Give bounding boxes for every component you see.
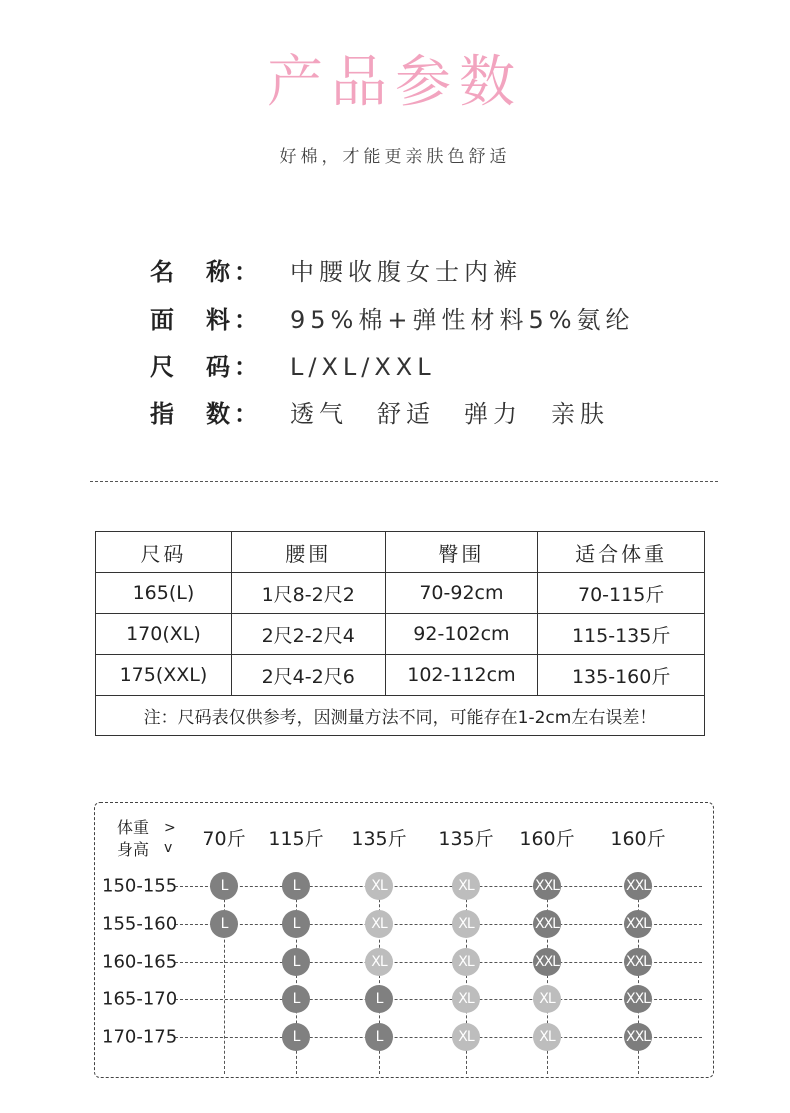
column-header: 尺码 [96, 532, 232, 573]
size-marker-xl: XL [452, 910, 480, 938]
size-marker-xl: XL [452, 985, 480, 1013]
table-cell: 115-135斤 [538, 614, 705, 655]
size-marker-l: L [365, 985, 393, 1013]
weight-axis-label: 体重 [117, 818, 150, 837]
size-marker-xl: XL [533, 985, 561, 1013]
size-marker-xl: XL [452, 948, 480, 976]
size-table [95, 531, 705, 736]
height-arrow-icon: v [164, 840, 173, 856]
weight-column-header: 160斤 [610, 828, 666, 850]
grid-horizontal-line [175, 924, 702, 925]
grid-horizontal-line [175, 962, 702, 963]
table-cell: 170(XL) [96, 614, 232, 655]
weight-arrow-icon: > [164, 820, 176, 836]
size-marker-xxl: XXL [624, 948, 652, 976]
height-axis-label: 身高 [117, 840, 150, 859]
size-marker-xl: XL [365, 948, 393, 976]
table-cell: 165(L) [96, 573, 232, 614]
size-marker-l: L [365, 1023, 393, 1051]
table-note-row [96, 696, 705, 736]
param-value: L/XL/XXL [290, 353, 436, 381]
size-marker-xxl: XXL [624, 985, 652, 1013]
size-marker-l: L [282, 1023, 310, 1051]
page-subtitle: 好棉，才能更亲肤色舒适 [279, 147, 511, 167]
height-row-label: 155-160 [102, 913, 178, 935]
table-note: 注：尺码表仅供参考，因测量方法不同，可能存在1-2cm左右误差！ [96, 696, 705, 736]
table-row [96, 655, 705, 696]
param-size-row [150, 352, 436, 382]
param-value: 透气 舒适 弹力 亲肤 [290, 400, 609, 428]
grid-horizontal-line [175, 886, 702, 887]
param-fabric-row [150, 305, 635, 335]
table-row [96, 614, 705, 655]
weight-column-header: 135斤 [351, 828, 407, 850]
size-marker-xl: XL [533, 1023, 561, 1051]
height-row-label: 170-175 [102, 1026, 178, 1048]
size-marker-xxl: XXL [533, 948, 561, 976]
grid-horizontal-line [175, 999, 702, 1000]
size-marker-xxl: XXL [533, 910, 561, 938]
table-cell: 175(XXL) [96, 655, 232, 696]
page-title: 产品参数 [267, 50, 523, 115]
size-marker-xxl: XXL [624, 1023, 652, 1051]
table-cell: 70-115斤 [538, 573, 705, 614]
size-marker-l: L [210, 910, 238, 938]
param-value: 95%棉+弹性材料5%氨纶 [290, 306, 635, 334]
table-cell: 102-112cm [385, 655, 538, 696]
size-marker-xxl: XXL [624, 910, 652, 938]
param-label: 尺 码： [150, 353, 262, 381]
height-row-label: 165-170 [102, 988, 178, 1010]
size-marker-l: L [282, 910, 310, 938]
size-marker-xxl: XXL [533, 872, 561, 900]
table-cell: 2尺2-2尺4 [231, 614, 385, 655]
weight-column-header: 70斤 [202, 828, 246, 850]
param-name-row [150, 257, 522, 287]
weight-column-header: 115斤 [268, 828, 324, 850]
param-label: 面 料： [150, 306, 262, 334]
table-cell: 135-160斤 [538, 655, 705, 696]
table-cell: 70-92cm [385, 573, 538, 614]
column-header: 适合体重 [538, 532, 705, 573]
section-divider [90, 481, 718, 482]
size-marker-xl: XL [365, 872, 393, 900]
param-value: 中腰收腹女士内裤 [290, 258, 522, 286]
size-marker-xxl: XXL [624, 872, 652, 900]
weight-column-header: 160斤 [519, 828, 575, 850]
column-header: 臀围 [385, 532, 538, 573]
size-marker-l: L [282, 872, 310, 900]
table-row [96, 573, 705, 614]
param-index-row [150, 399, 609, 429]
grid-vertical-line [224, 874, 225, 1074]
size-marker-l: L [282, 985, 310, 1013]
grid-horizontal-line [175, 1037, 702, 1038]
param-label: 名 称： [150, 258, 262, 286]
table-cell: 92-102cm [385, 614, 538, 655]
table-cell: 2尺4-2尺6 [231, 655, 385, 696]
column-header: 腰围 [231, 532, 385, 573]
size-marker-xl: XL [365, 910, 393, 938]
height-row-label: 160-165 [102, 951, 178, 973]
table-header-row [96, 532, 705, 573]
size-marker-l: L [282, 948, 310, 976]
size-marker-l: L [210, 872, 238, 900]
param-label: 指 数： [150, 400, 262, 428]
table-cell: 1尺8-2尺2 [231, 573, 385, 614]
size-marker-xl: XL [452, 872, 480, 900]
size-marker-xl: XL [452, 1023, 480, 1051]
height-row-label: 150-155 [102, 875, 178, 897]
weight-column-header: 135斤 [438, 828, 494, 850]
